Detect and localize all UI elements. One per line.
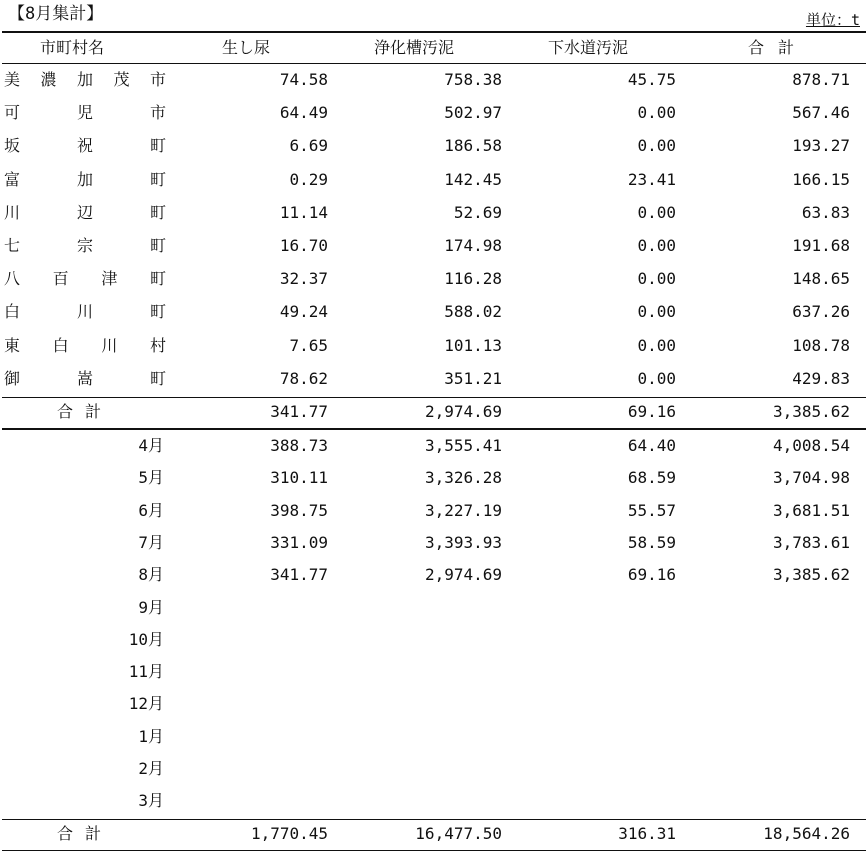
month-label: 2月 xyxy=(138,759,164,778)
sewer-sludge-value: 64.40 xyxy=(627,436,676,455)
raw-sewage-value xyxy=(170,592,328,624)
total-value: 3,385.62 xyxy=(772,565,850,585)
municipality-name xyxy=(4,130,166,162)
header-septic-sludge: 浄化槽汚泥 xyxy=(374,38,455,57)
raw-sewage-value: 74.58 xyxy=(279,70,328,89)
septic-sludge-value: 174.98 xyxy=(444,236,502,255)
sewer-sludge-value xyxy=(504,721,676,753)
month-row xyxy=(0,495,868,527)
month-row xyxy=(0,592,868,624)
total-value xyxy=(678,592,850,624)
municipality-name-char: 津 xyxy=(101,269,118,289)
municipality-name-char: 美 xyxy=(4,70,21,89)
septic-sludge-value: 351.21 xyxy=(444,368,502,388)
sewer-sludge-value xyxy=(504,785,676,817)
month-row xyxy=(0,430,868,462)
municipality-name-char: 加 xyxy=(76,169,93,189)
raw-sewage-value: 49.24 xyxy=(279,302,328,322)
header-municipality: 市町村名 xyxy=(40,38,105,57)
total-value: 4,008.54 xyxy=(772,436,850,455)
month-label: 3月 xyxy=(138,791,164,811)
sewer-sludge-value: 0.00 xyxy=(637,136,676,156)
municipality-name-char: 宗 xyxy=(76,236,93,255)
table-row xyxy=(0,330,868,362)
month-label: 6月 xyxy=(138,500,164,520)
month-row xyxy=(0,559,868,591)
total-value: 429.83 xyxy=(792,368,850,388)
month-label: 8月 xyxy=(138,565,164,585)
sewer-sludge-value xyxy=(504,688,676,720)
header-total: 合計 xyxy=(748,38,809,57)
grand-total-row xyxy=(0,818,868,850)
sewer-sludge-value xyxy=(504,624,676,656)
municipality-name-char: 町 xyxy=(149,202,166,222)
total-value: 878.71 xyxy=(792,70,850,89)
municipality-name-char: 辺 xyxy=(76,202,93,222)
municipality-name xyxy=(4,97,166,129)
header-sewer-sludge: 下水道汚泥 xyxy=(548,38,629,57)
municipality-name-char: 嵩 xyxy=(76,368,93,388)
municipality-name xyxy=(4,296,166,328)
table-row xyxy=(0,197,868,229)
sewer-sludge-value xyxy=(504,656,676,688)
grand-total-total: 18,564.26 xyxy=(763,824,850,843)
month-label: 12月 xyxy=(128,694,164,714)
septic-sludge-value xyxy=(330,785,502,817)
subtotal-row xyxy=(0,396,868,428)
municipality-name-char: 川 xyxy=(76,302,93,322)
total-value: 108.78 xyxy=(792,335,850,355)
month-label: 11月 xyxy=(128,662,164,682)
sewer-sludge-value: 0.00 xyxy=(637,269,676,289)
septic-sludge-value: 3,227.19 xyxy=(424,500,502,520)
municipality-name-char: 白 xyxy=(52,335,69,355)
municipality-name xyxy=(4,363,166,395)
header-raw-sewage: 生し尿 xyxy=(222,38,271,57)
municipality-name-char: 七 xyxy=(4,236,21,255)
sewer-sludge-value: 0.00 xyxy=(637,368,676,388)
total-value: 148.65 xyxy=(792,269,850,289)
sewer-sludge-value: 0.00 xyxy=(637,202,676,222)
municipality-name-char: 町 xyxy=(149,169,166,189)
raw-sewage-value: 341.77 xyxy=(270,565,328,585)
municipality-name-char: 町 xyxy=(149,269,166,289)
septic-sludge-value: 101.13 xyxy=(444,335,502,355)
municipality-name-char: 可 xyxy=(4,103,21,123)
septic-sludge-value: 758.38 xyxy=(444,70,502,89)
subtotal-sewer-sludge: 69.16 xyxy=(627,402,676,421)
municipality-name-char: 町 xyxy=(149,368,166,388)
raw-sewage-value xyxy=(170,785,328,817)
raw-sewage-value: 0.29 xyxy=(289,169,328,189)
total-value xyxy=(678,624,850,656)
total-value xyxy=(678,721,850,753)
municipality-name xyxy=(4,230,166,262)
municipality-name-char: 加 xyxy=(76,70,93,89)
municipality-name xyxy=(4,164,166,196)
sewer-sludge-value: 0.00 xyxy=(637,236,676,255)
grand-total-raw-sewage: 1,770.45 xyxy=(250,824,328,843)
sewer-sludge-value: 45.75 xyxy=(627,70,676,89)
total-value: 166.15 xyxy=(792,169,850,189)
septic-sludge-value: 3,393.93 xyxy=(424,532,502,552)
month-row xyxy=(0,785,868,817)
raw-sewage-value xyxy=(170,688,328,720)
month-label: 5月 xyxy=(138,468,164,488)
septic-sludge-value xyxy=(330,721,502,753)
document-title: 【8月集計】 xyxy=(8,4,104,24)
municipality-name-char: 百 xyxy=(52,269,69,289)
total-value xyxy=(678,656,850,688)
municipality-name-char: 町 xyxy=(149,236,166,255)
municipality-name xyxy=(4,197,166,229)
total-value: 3,704.98 xyxy=(772,468,850,488)
raw-sewage-value: 16.70 xyxy=(279,236,328,255)
month-row xyxy=(0,462,868,494)
sewer-sludge-value: 69.16 xyxy=(627,565,676,585)
month-label: 7月 xyxy=(138,532,164,552)
raw-sewage-value: 388.73 xyxy=(270,436,328,455)
subtotal-total: 3,385.62 xyxy=(772,402,850,421)
sewer-sludge-value: 0.00 xyxy=(637,103,676,123)
septic-sludge-value: 3,555.41 xyxy=(424,436,502,455)
total-value: 637.26 xyxy=(792,302,850,322)
unit-label: 単位：t xyxy=(805,11,860,29)
total-value: 3,783.61 xyxy=(772,532,850,552)
grand-total-sewer-sludge: 316.31 xyxy=(618,824,676,843)
sewer-sludge-value: 68.59 xyxy=(627,468,676,488)
table-row xyxy=(0,64,868,96)
municipality-name xyxy=(4,330,166,362)
municipality-name-char: 茂 xyxy=(113,70,130,89)
total-value xyxy=(678,785,850,817)
municipality-name-char: 坂 xyxy=(4,136,21,156)
month-row xyxy=(0,721,868,753)
septic-sludge-value xyxy=(330,592,502,624)
sewer-sludge-value: 58.59 xyxy=(627,532,676,552)
month-label: 9月 xyxy=(138,597,164,617)
total-value: 3,681.51 xyxy=(772,500,850,520)
municipality-name-char: 川 xyxy=(4,202,21,222)
table-header xyxy=(0,32,868,64)
table-row xyxy=(0,97,868,129)
table-row xyxy=(0,164,868,196)
raw-sewage-value: 78.62 xyxy=(279,368,328,388)
municipality-name-char: 東 xyxy=(4,335,21,355)
raw-sewage-value: 398.75 xyxy=(270,500,328,520)
septic-sludge-value xyxy=(330,656,502,688)
month-label: 1月 xyxy=(138,726,164,746)
total-value: 63.83 xyxy=(801,202,850,222)
sewer-sludge-value: 55.57 xyxy=(627,500,676,520)
total-value: 191.68 xyxy=(792,236,850,255)
total-value: 567.46 xyxy=(792,103,850,123)
municipality-name-char: 村 xyxy=(149,335,166,355)
municipality-name-char: 八 xyxy=(4,269,21,289)
septic-sludge-value xyxy=(330,753,502,785)
municipality-name-char: 御 xyxy=(4,368,21,388)
subtotal-label: 合計 xyxy=(56,402,113,421)
septic-sludge-value: 2,974.69 xyxy=(424,565,502,585)
municipality-name-char: 市 xyxy=(149,70,166,89)
raw-sewage-value: 331.09 xyxy=(270,532,328,552)
table-row xyxy=(0,130,868,162)
municipality-name-char: 児 xyxy=(76,103,93,123)
municipality-name-char: 町 xyxy=(149,302,166,322)
sewer-sludge-value: 0.00 xyxy=(637,335,676,355)
month-row xyxy=(0,753,868,785)
municipality-name xyxy=(4,263,166,295)
septic-sludge-value: 52.69 xyxy=(453,202,502,222)
table-row xyxy=(0,230,868,262)
month-row xyxy=(0,527,868,559)
raw-sewage-value xyxy=(170,721,328,753)
municipality-name-char: 白 xyxy=(4,302,21,322)
septic-sludge-value xyxy=(330,688,502,720)
septic-sludge-value: 3,326.28 xyxy=(424,468,502,488)
total-value: 193.27 xyxy=(792,136,850,156)
month-row xyxy=(0,688,868,720)
raw-sewage-value xyxy=(170,624,328,656)
raw-sewage-value: 11.14 xyxy=(279,202,328,222)
raw-sewage-value: 64.49 xyxy=(279,103,328,123)
municipality-name xyxy=(4,64,166,96)
grand-total-label: 合計 xyxy=(56,824,113,843)
grandtotal-bottom-rule xyxy=(2,850,866,851)
raw-sewage-value: 32.37 xyxy=(279,269,328,289)
table-row xyxy=(0,263,868,295)
septic-sludge-value: 502.97 xyxy=(444,103,502,123)
septic-sludge-value: 588.02 xyxy=(444,302,502,322)
municipality-name-char: 町 xyxy=(149,136,166,156)
month-row xyxy=(0,624,868,656)
septic-sludge-value: 186.58 xyxy=(444,136,502,156)
raw-sewage-value: 310.11 xyxy=(270,468,328,488)
raw-sewage-value: 6.69 xyxy=(289,136,328,156)
total-value xyxy=(678,688,850,720)
total-value xyxy=(678,753,850,785)
grand-total-septic-sludge: 16,477.50 xyxy=(415,824,502,843)
month-row xyxy=(0,656,868,688)
septic-sludge-value: 142.45 xyxy=(444,169,502,189)
septic-sludge-value xyxy=(330,624,502,656)
municipality-name-char: 祝 xyxy=(76,136,93,156)
municipality-name-char: 市 xyxy=(149,103,166,123)
subtotal-septic-sludge: 2,974.69 xyxy=(424,402,502,421)
table-row xyxy=(0,363,868,395)
month-label: 10月 xyxy=(128,629,164,649)
municipality-name-char: 富 xyxy=(4,169,21,189)
raw-sewage-value xyxy=(170,753,328,785)
raw-sewage-value: 7.65 xyxy=(289,335,328,355)
septic-sludge-value: 116.28 xyxy=(444,269,502,289)
raw-sewage-value xyxy=(170,656,328,688)
municipality-name-char: 濃 xyxy=(40,70,57,89)
sewer-sludge-value: 23.41 xyxy=(627,169,676,189)
subtotal-raw-sewage: 341.77 xyxy=(270,402,328,421)
sewer-sludge-value xyxy=(504,753,676,785)
municipality-name-char: 川 xyxy=(101,335,118,355)
table-row xyxy=(0,296,868,328)
sewer-sludge-value: 0.00 xyxy=(637,302,676,322)
sewer-sludge-value xyxy=(504,592,676,624)
month-label: 4月 xyxy=(138,436,164,455)
